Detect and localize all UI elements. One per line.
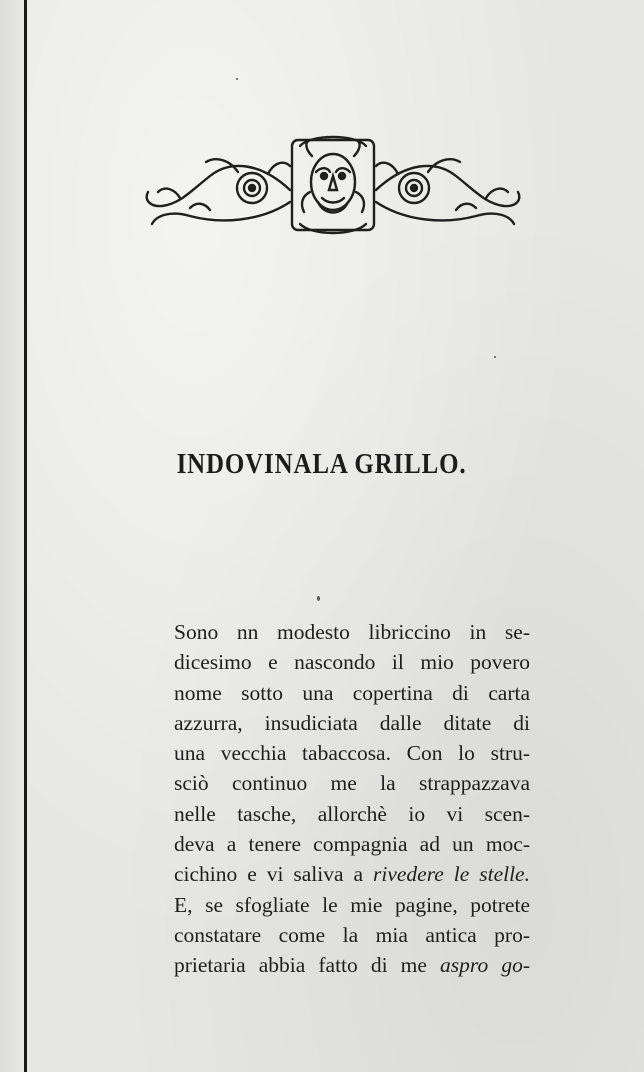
body-paragraph (174, 617, 530, 981)
text-line: deva a tenere compagnia ad un moc- (174, 832, 530, 857)
paper-speck (494, 356, 496, 358)
text-line: nelle tasche, allorchè io vi scen- (174, 801, 530, 826)
text-line: sciò continuo me la strappazzava (174, 771, 530, 796)
page-gutter (0, 0, 25, 1072)
text-line: Sono nn modesto libriccino in se- (174, 620, 530, 644)
text-line: prietaria abbia fatto di me aspro go- (174, 953, 530, 978)
headpiece-ornament-icon (140, 132, 526, 238)
text-line: una vecchia tabaccosa. Con lo stru- (174, 741, 530, 766)
text-line: constatare come la mia antica pro- (174, 922, 530, 947)
paper-speck (236, 78, 238, 80)
text-line: azzurra, insudiciata dalle ditate di (174, 710, 530, 735)
binding-edge (24, 0, 27, 1072)
chapter-title: INDOVINALA GRILLO. (177, 448, 467, 480)
paper-speck (317, 596, 320, 601)
text-line: E, se sfogliate le mie pagine, potrete (174, 892, 530, 917)
text-line: dicesimo e nascondo il mio povero (174, 650, 530, 675)
text-line: cichino e vi saliva a rivedere le stelle. (174, 862, 530, 887)
text-line: nome sotto una copertina di carta (174, 680, 530, 705)
